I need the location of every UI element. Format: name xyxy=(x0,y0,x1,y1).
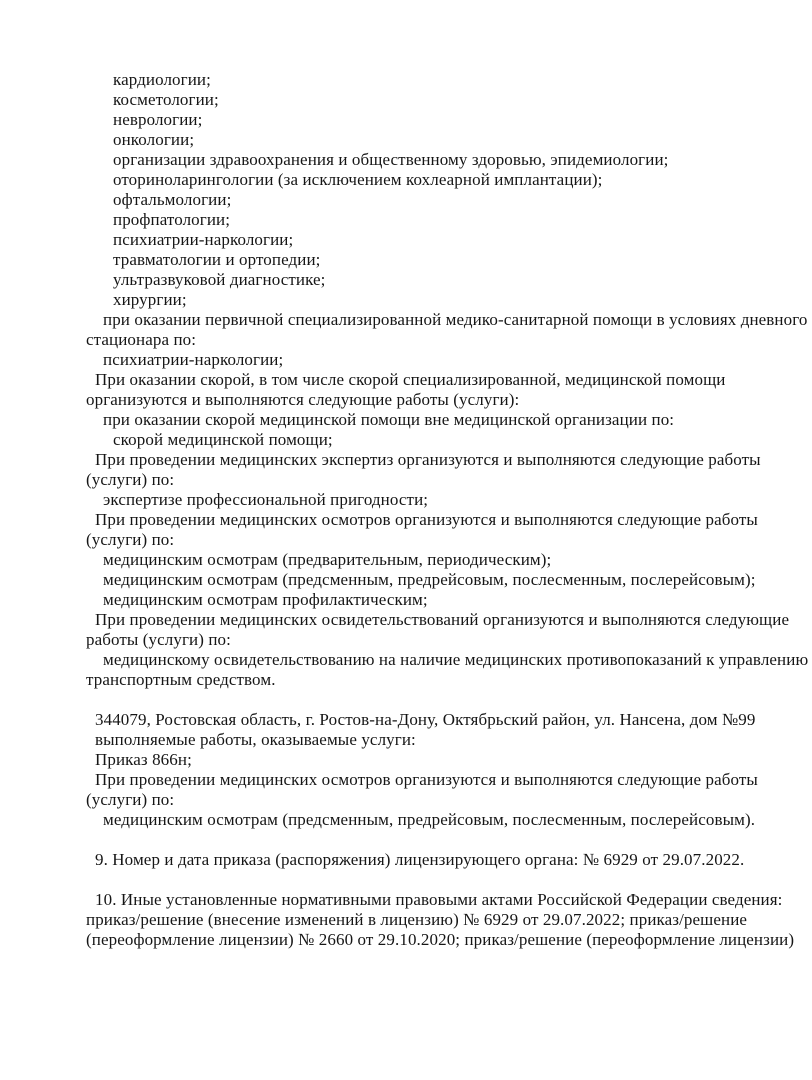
service-item: медицинским осмотрам (предсменным, предрейсовым, послесменным, послерейсовым). xyxy=(103,810,756,829)
specialty-item: неврологии; xyxy=(113,110,203,129)
specialty-item: офтальмологии; xyxy=(113,190,232,209)
paragraph-line: При проведении медицинских осмотров организуются и выполняются следующие работы xyxy=(95,510,758,529)
care-condition-line: при оказании скорой медицинской помощи вне медицинской организации по: xyxy=(103,410,675,429)
paragraph-line: (услуги) по: xyxy=(86,530,175,549)
service-item: медицинским осмотрам (предварительным, периодическим); xyxy=(103,550,552,569)
specialty-item: онкологии; xyxy=(113,130,195,149)
section-10-line: (переоформление лицензии) № 2660 от 29.10.2020; приказ/решение (переоформление лицензии) xyxy=(86,930,795,949)
service-item: медицинским осмотрам профилактическим; xyxy=(103,590,428,609)
paragraph-line: При проведении медицинских освидетельствований организуются и выполняются следующие xyxy=(95,610,790,629)
address-line: выполняемые работы, оказываемые услуги: xyxy=(95,730,416,749)
address-line: 344079, Ростовская область, г. Ростов-на-Дону, Октябрьский район, ул. Нансена, дом №99 xyxy=(95,710,756,729)
paragraph-line: При проведении медицинских экспертиз организуются и выполняются следующие работы xyxy=(95,450,761,469)
specialty-item: профпатологии; xyxy=(113,210,231,229)
section-9-line: 9. Номер и дата приказа (распоряжения) лицензирующего органа: № 6929 от 29.07.2022. xyxy=(95,850,745,869)
paragraph-line: (услуги) по: xyxy=(86,790,175,809)
care-condition-line: при оказании первичной специализированной медико-санитарной помощи в условиях дневного xyxy=(103,310,808,329)
specialty-item: ультразвуковой диагностике; xyxy=(113,270,326,289)
specialty-item: хирургии; xyxy=(113,290,187,309)
service-item: медицинскому освидетельствованию на наличие медицинских противопоказаний к управлению xyxy=(103,650,809,669)
blank-line xyxy=(86,830,772,850)
care-condition-line: стационара по: xyxy=(86,330,197,349)
blank-line xyxy=(86,870,772,890)
order-reference-line: Приказ 866н; xyxy=(95,750,192,769)
specialty-item: психиатрии-наркологии; xyxy=(113,230,294,249)
specialty-item: оториноларингологии (за исключением кохлеарной имплантации); xyxy=(113,170,603,189)
specialty-item: организации здравоохранения и общественному здоровью, эпидемиологии; xyxy=(113,150,669,169)
specialty-item: скорой медицинской помощи; xyxy=(113,430,333,449)
service-item: транспортным средством. xyxy=(86,670,276,689)
specialty-item: психиатрии-наркологии; xyxy=(103,350,284,369)
paragraph-line: При проведении медицинских осмотров организуются и выполняются следующие работы xyxy=(95,770,758,789)
service-item: экспертизе профессиональной пригодности; xyxy=(103,490,429,509)
paragraph-line: организуются и выполняются следующие работы (услуги): xyxy=(86,390,520,409)
paragraph-line: работы (услуги) по: xyxy=(86,630,231,649)
specialty-item: травматологии и ортопедии; xyxy=(113,250,321,269)
service-item: медицинским осмотрам (предсменным, предрейсовым, послесменным, послерейсовым); xyxy=(103,570,756,589)
section-10-line: приказ/решение (внесение изменений в лицензию) № 6929 от 29.07.2022; приказ/решение xyxy=(86,910,748,929)
paragraph-line: При оказании скорой, в том числе скорой специализированной, медицинской помощи xyxy=(95,370,726,389)
blank-line xyxy=(86,690,772,710)
paragraph-line: (услуги) по: xyxy=(86,470,175,489)
section-10-line: 10. Иные установленные нормативными правовыми актами Российской Федерации сведения: xyxy=(95,890,783,909)
specialty-item: косметологии; xyxy=(113,90,219,109)
specialty-item: кардиологии; xyxy=(113,70,211,89)
